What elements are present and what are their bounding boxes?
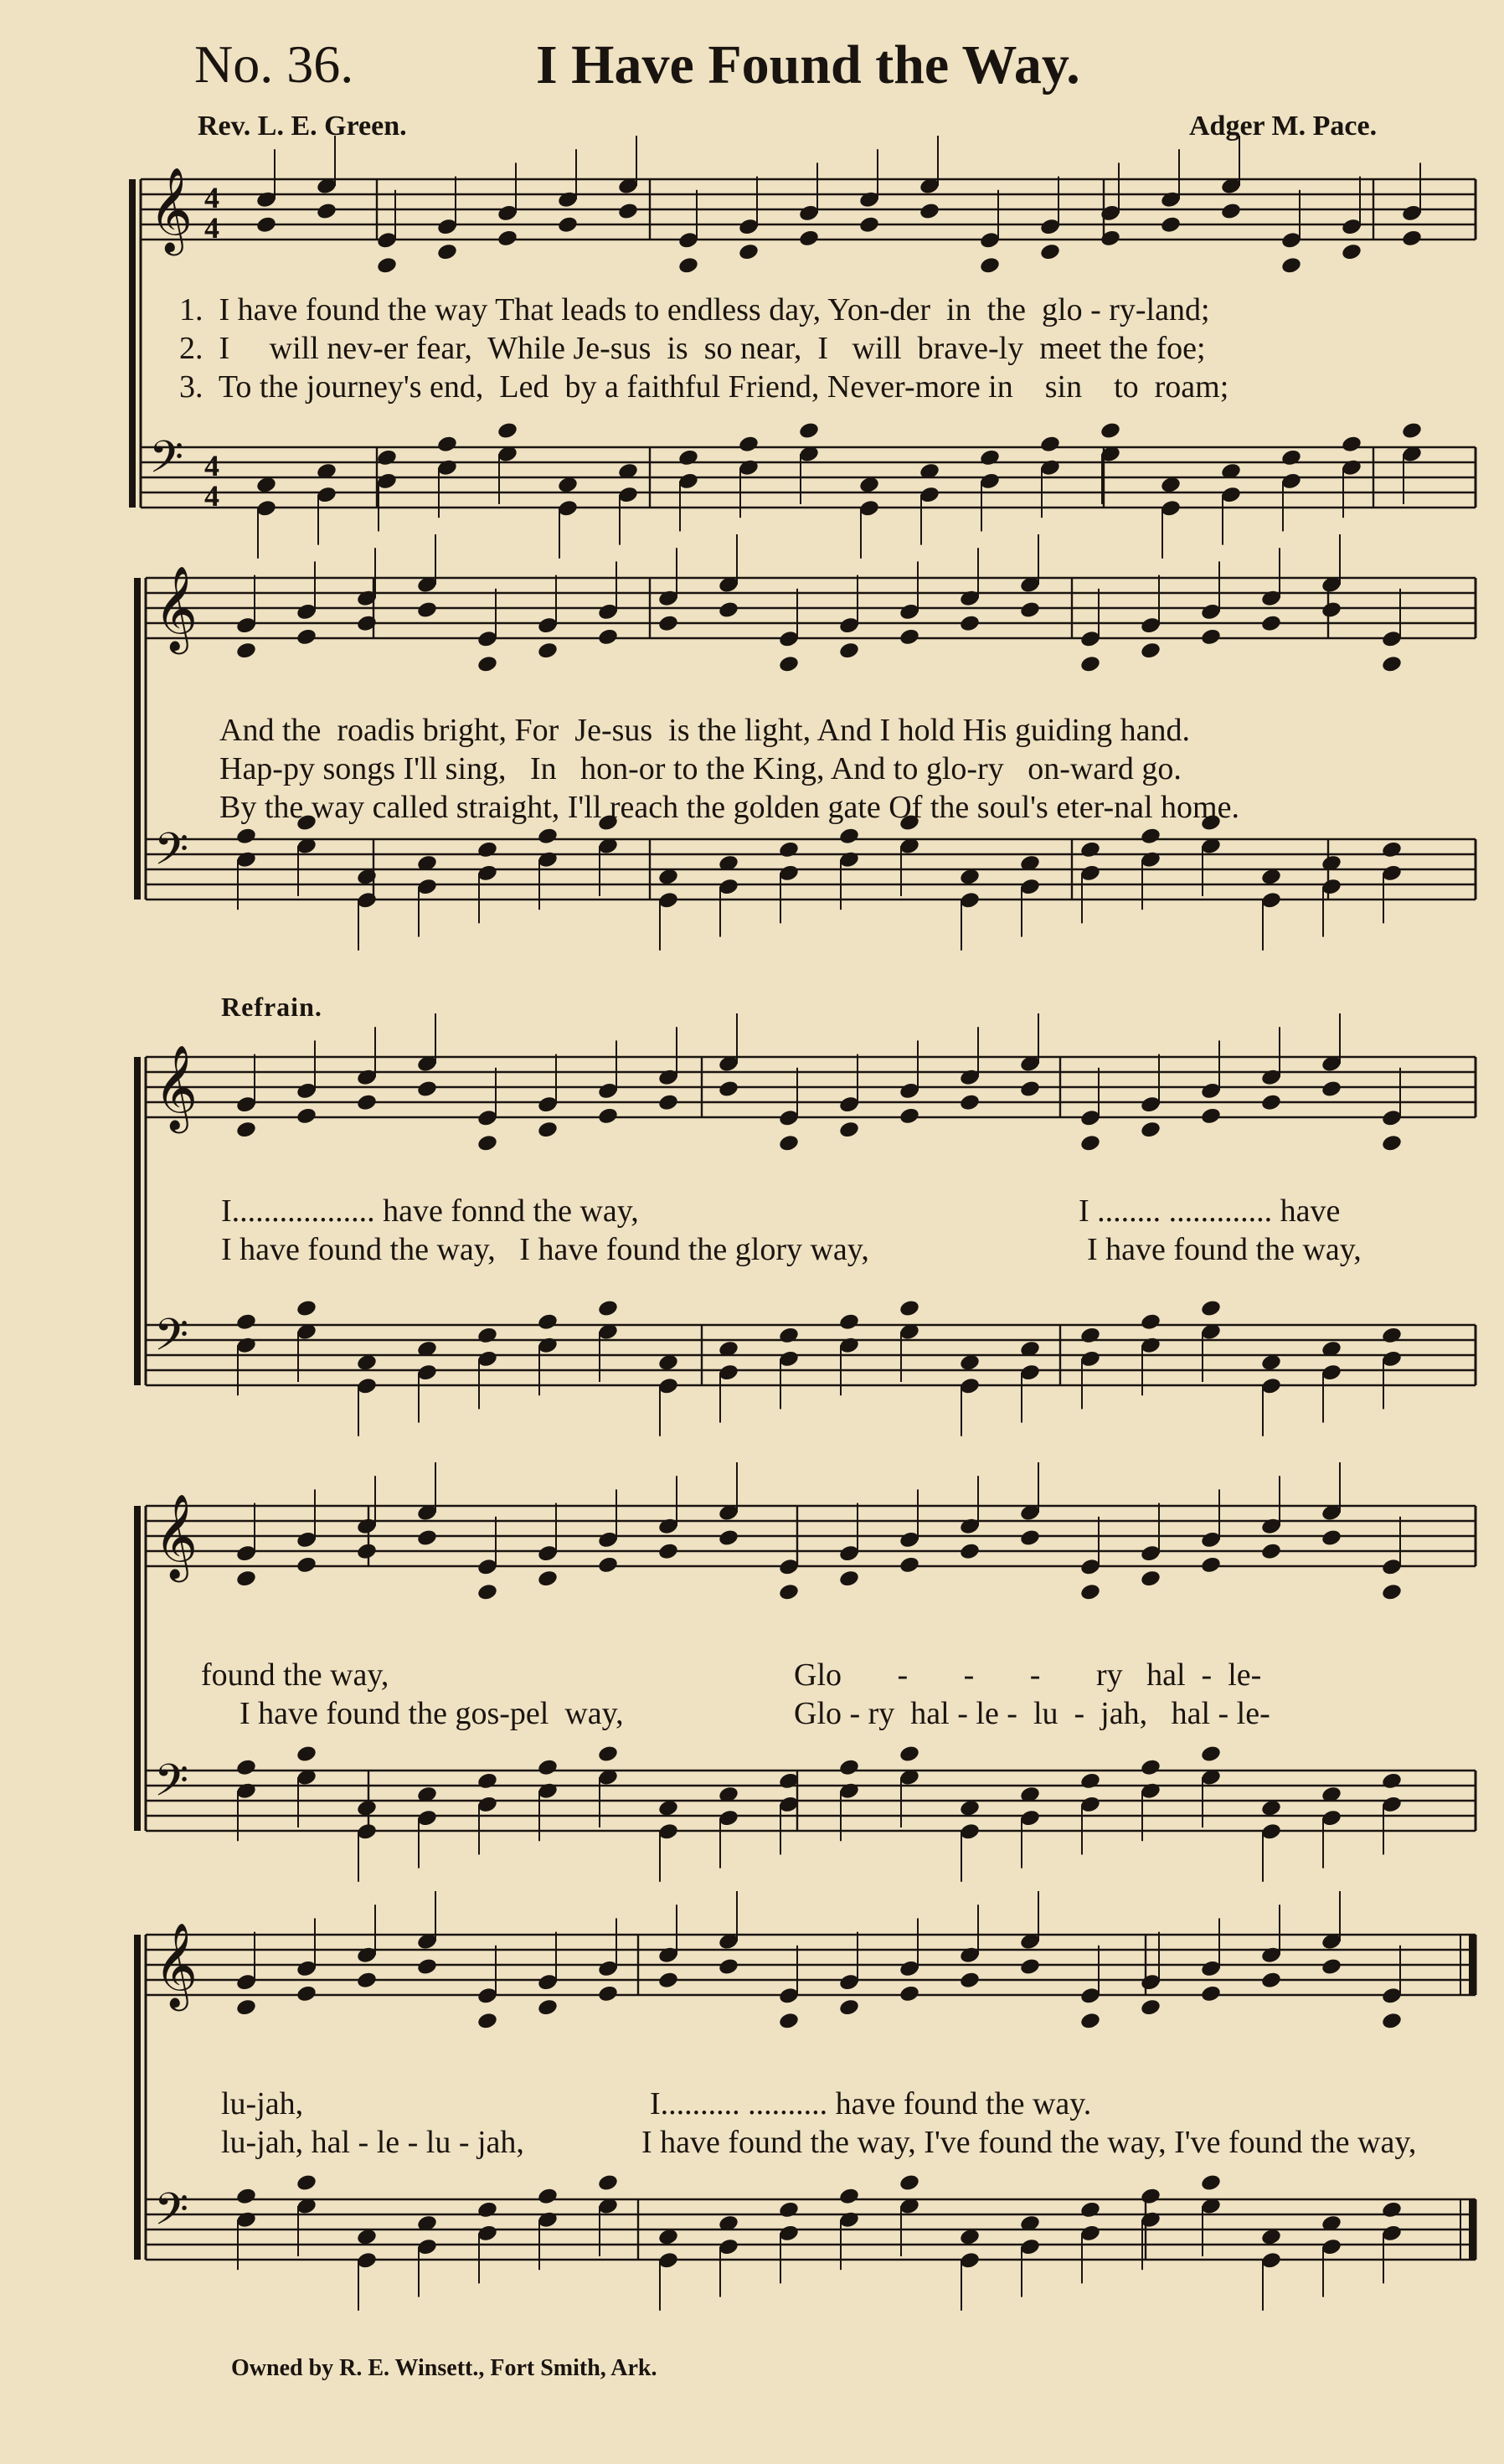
note-head	[899, 2173, 920, 2193]
note-head	[778, 1134, 800, 1153]
note-head	[235, 1997, 257, 2017]
note-head	[1200, 1984, 1222, 2003]
note-head	[597, 1984, 619, 2003]
note-head	[537, 2187, 559, 2206]
note-head	[1140, 1997, 1161, 2017]
note-head	[838, 641, 860, 660]
treble-clef-icon: 𝄞	[154, 1492, 198, 1579]
note-head	[296, 1106, 317, 1126]
note-head	[296, 1984, 317, 2003]
note-head	[1079, 2200, 1101, 2219]
note-head	[235, 1569, 257, 1588]
note-head	[778, 655, 800, 674]
note-head	[1260, 1093, 1282, 1112]
note-head	[557, 215, 579, 235]
note-head	[959, 1542, 981, 1561]
final-barline	[1469, 1935, 1476, 1995]
note-head	[1200, 627, 1222, 647]
composer-credit: Adger M. Pace.	[1189, 111, 1378, 142]
note-head	[537, 1569, 559, 1588]
note-head	[1260, 614, 1282, 633]
note-head	[416, 1957, 438, 1977]
note-head	[1079, 1771, 1101, 1791]
refrain-line: I have found the gos-pel way,	[240, 1696, 624, 1731]
note-head	[296, 2173, 317, 2193]
note-head	[235, 1120, 257, 1139]
note-head	[1260, 1971, 1282, 1990]
note-head	[778, 1583, 800, 1602]
note-head	[476, 655, 498, 674]
note-head	[677, 448, 699, 467]
note-head	[1381, 655, 1403, 674]
note-head	[1381, 1583, 1403, 1602]
note-head	[718, 601, 739, 620]
note-head	[778, 2012, 800, 2031]
note-head	[1140, 2187, 1161, 2206]
note-head	[1200, 1745, 1222, 1764]
note-head	[1381, 2012, 1403, 2031]
note-head	[1140, 1758, 1161, 1777]
note-head	[1381, 2200, 1403, 2219]
system-bracket	[134, 1057, 141, 1385]
note-head	[738, 435, 760, 454]
note-head	[959, 614, 981, 633]
note-head	[979, 256, 1001, 276]
note-head	[798, 421, 820, 441]
note-head	[296, 1745, 317, 1764]
refrain-line: I have found the way, I have found the glory way,	[221, 1232, 869, 1267]
note-head	[1381, 840, 1403, 859]
note-head	[858, 215, 880, 235]
note-head	[1019, 1957, 1041, 1977]
note-head	[597, 1745, 619, 1764]
note-head	[537, 1758, 559, 1777]
note-head	[1381, 1771, 1403, 1791]
treble-clef-icon: 𝄞	[149, 166, 193, 252]
note-head	[476, 1771, 498, 1791]
system-bracket	[129, 179, 136, 508]
note-head	[899, 1106, 920, 1126]
note-head	[235, 641, 257, 660]
note-head	[476, 2200, 498, 2219]
verse-2-line: 2. I will nev-er fear, While Je-sus is so near, I will brave-ly meet the foe;	[179, 331, 1206, 366]
note-head	[778, 1326, 800, 1345]
note-head	[899, 1555, 920, 1575]
note-head	[1140, 1312, 1161, 1332]
refrain-line: I ........ ............. have	[1079, 1193, 1341, 1229]
note-head	[718, 1957, 739, 1977]
note-head	[296, 627, 317, 647]
verse-3-line: 3. To the journey's end, Led by a faithful Friend, Never-more in sin to roam;	[179, 369, 1229, 405]
time-signature-bottom: 4	[204, 479, 219, 513]
note-head	[838, 1758, 860, 1777]
note-head	[476, 2012, 498, 2031]
refrain-line: I.......... .......... have found the way.	[650, 2086, 1092, 2121]
verse-2-line-b: Hap-py songs I'll sing, In hon-or to the King, And to glo-ry on-ward go.	[219, 751, 1182, 786]
system-bracket	[134, 1506, 141, 1831]
note-head	[979, 448, 1001, 467]
note-head	[1341, 242, 1362, 261]
note-head	[597, 627, 619, 647]
refrain-line: found the way,	[201, 1657, 389, 1693]
time-signature-bottom: 4	[204, 211, 219, 245]
note-head	[838, 1120, 860, 1139]
note-head	[1381, 1326, 1403, 1345]
note-head	[296, 1555, 317, 1575]
note-head	[597, 1106, 619, 1126]
bass-clef-icon: 𝄢	[149, 432, 184, 494]
note-head	[416, 1528, 438, 1548]
note-head	[476, 1134, 498, 1153]
bass-clef-icon: 𝄢	[154, 1755, 189, 1817]
note-head	[838, 1312, 860, 1332]
note-head	[718, 1080, 739, 1099]
bass-clef-icon: 𝄢	[154, 2184, 189, 2246]
note-head	[1280, 448, 1302, 467]
note-head	[1039, 242, 1061, 261]
verse-3-line-b: By the way called straight, I'll reach the golden gate Of the soul's eter-nal home.	[219, 790, 1239, 825]
refrain-line: Glo - - - ry hal - le-	[794, 1657, 1262, 1693]
refrain-line: lu-jah,	[221, 2086, 304, 2121]
refrain-label: Refrain.	[221, 992, 322, 1022]
refrain-line: I have found the way,	[1087, 1232, 1362, 1267]
note-head	[235, 2187, 257, 2206]
note-head	[356, 1093, 378, 1112]
note-head	[718, 1528, 739, 1548]
note-head	[1140, 827, 1161, 846]
note-head	[1140, 1120, 1161, 1139]
note-head	[436, 435, 458, 454]
note-head	[1019, 601, 1041, 620]
note-head	[657, 1971, 679, 1990]
note-head	[1260, 1542, 1282, 1561]
note-head	[838, 1569, 860, 1588]
note-head	[1100, 421, 1121, 441]
note-head	[597, 1555, 619, 1575]
hymn-title: I Have Found the Way.	[536, 34, 1080, 95]
note-head	[899, 1984, 920, 2003]
note-head	[899, 627, 920, 647]
note-head	[798, 229, 820, 248]
note-head	[1200, 1555, 1222, 1575]
note-head	[356, 1971, 378, 1990]
note-head	[899, 1299, 920, 1318]
note-head	[899, 1745, 920, 1764]
note-head	[657, 614, 679, 633]
note-head	[838, 827, 860, 846]
note-head	[1401, 229, 1423, 248]
note-head	[537, 1120, 559, 1139]
note-head	[778, 840, 800, 859]
note-head	[537, 1997, 559, 2017]
note-head	[1321, 1080, 1342, 1099]
time-signature-top: 4	[204, 181, 219, 214]
note-head	[255, 215, 277, 235]
note-head	[597, 2173, 619, 2193]
note-head	[778, 2200, 800, 2219]
note-head	[316, 202, 337, 221]
note-head	[1019, 1080, 1041, 1099]
refrain-line: Glo - ry hal - le - lu - jah, hal - le-	[794, 1696, 1270, 1731]
note-head	[1321, 1528, 1342, 1548]
note-head	[597, 1299, 619, 1318]
note-head	[1079, 1134, 1101, 1153]
note-head	[1160, 215, 1182, 235]
note-head	[1321, 601, 1342, 620]
verse-1-line: 1. I have found the way That leads to endless day, Yon-der in the glo - ry-land;	[179, 292, 1210, 327]
note-head	[235, 827, 257, 846]
note-head	[416, 601, 438, 620]
note-head	[235, 1758, 257, 1777]
treble-clef-icon: 𝄞	[154, 564, 198, 651]
note-head	[235, 1312, 257, 1332]
note-head	[1140, 641, 1161, 660]
note-head	[1200, 1106, 1222, 1126]
note-head	[1200, 1299, 1222, 1318]
note-head	[376, 448, 398, 467]
note-head	[1079, 1583, 1101, 1602]
note-head	[738, 242, 760, 261]
verse-1-line-b: And the roadis bright, For Je-sus is the light, And I hold His guiding hand.	[219, 713, 1190, 748]
note-head	[1039, 435, 1061, 454]
note-head	[476, 1326, 498, 1345]
note-head	[356, 1542, 378, 1561]
note-head	[1079, 840, 1101, 859]
note-head	[1019, 1528, 1041, 1548]
bass-clef-icon: 𝄢	[154, 824, 189, 886]
time-signature-top: 4	[204, 449, 219, 482]
system-bracket	[134, 1935, 141, 2260]
hymn-number: No. 36.	[194, 34, 354, 94]
note-head	[376, 256, 398, 276]
note-head	[1220, 202, 1242, 221]
bass-clef-icon: 𝄢	[154, 1310, 189, 1372]
system-bracket	[134, 578, 141, 900]
lyricist-credit: Rev. L. E. Green.	[198, 111, 407, 142]
note-head	[497, 229, 518, 248]
treble-clef-icon: 𝄞	[154, 1044, 198, 1130]
note-head	[476, 1583, 498, 1602]
note-head	[617, 202, 639, 221]
note-head	[1321, 1957, 1342, 1977]
note-head	[1079, 1326, 1101, 1345]
note-head	[416, 1080, 438, 1099]
note-head	[1341, 435, 1362, 454]
note-head	[959, 1093, 981, 1112]
treble-clef-icon: 𝄞	[154, 1921, 198, 2008]
note-head	[296, 1299, 317, 1318]
note-head	[1079, 2012, 1101, 2031]
final-barline	[1469, 2199, 1476, 2260]
note-head	[838, 2187, 860, 2206]
note-head	[497, 421, 518, 441]
refrain-line: I have found the way, I've found the way, I've found the way,	[641, 2125, 1417, 2160]
note-head	[1140, 1569, 1161, 1588]
note-head	[919, 202, 940, 221]
note-head	[1079, 655, 1101, 674]
note-head	[838, 1997, 860, 2017]
note-head	[677, 256, 699, 276]
refrain-line: lu-jah, hal - le - lu - jah,	[221, 2125, 524, 2160]
note-head	[657, 1542, 679, 1561]
note-head	[657, 1093, 679, 1112]
note-head	[1200, 2173, 1222, 2193]
note-head	[1381, 1134, 1403, 1153]
note-head	[1280, 256, 1302, 276]
copyright-owner: Owned by R. E. Winsett., Fort Smith, Ark.	[231, 2355, 657, 2381]
note-head	[436, 242, 458, 261]
note-head	[959, 1971, 981, 1990]
note-head	[537, 641, 559, 660]
refrain-line: I.................. have fonnd the way,	[221, 1193, 639, 1229]
note-head	[537, 1312, 559, 1332]
note-head	[1401, 421, 1423, 441]
note-head	[537, 827, 559, 846]
note-head	[476, 840, 498, 859]
